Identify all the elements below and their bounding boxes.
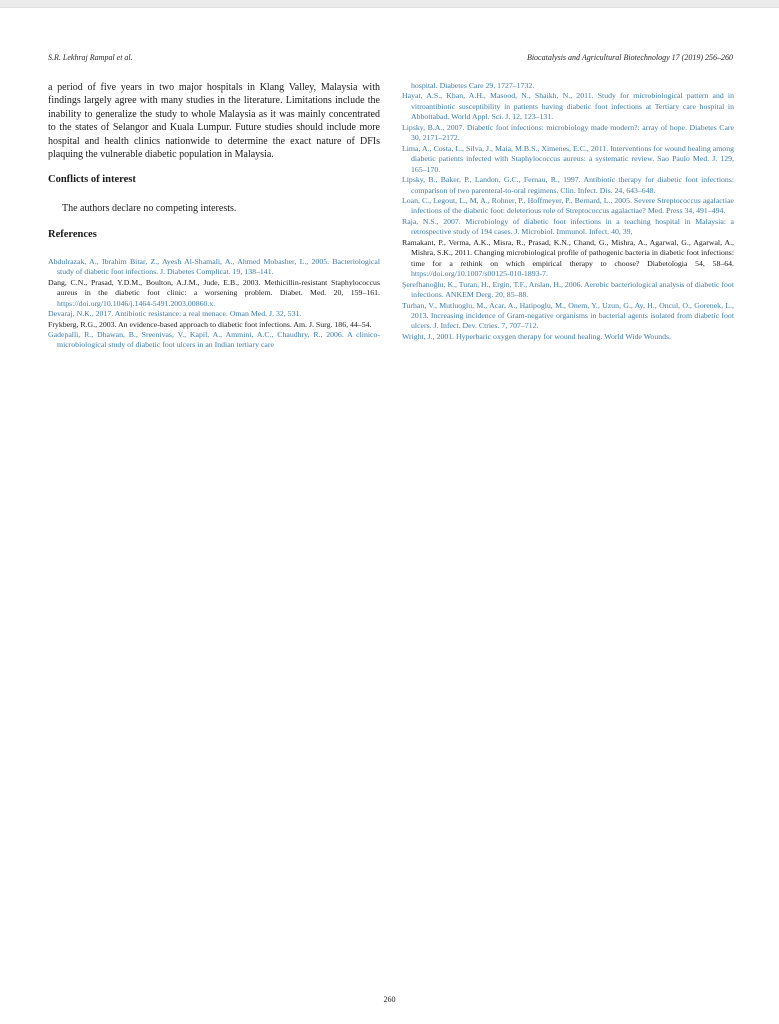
reference-item — [48, 309, 380, 319]
reference-link[interactable]: https://doi.org/10.1046/j.1464-5491.2003.00860.x. — [57, 298, 216, 308]
running-header — [48, 53, 733, 62]
reference-link[interactable]: Lima, A., Costa, L., Silva, J., Maia, M.B.S., Ximenes, E.C., 2011. Interventions for wound healing among diabetic patients infected with Staphylococcus aureus: a systematic review. Sao Paulo Med. J. 129, 165–170. — [402, 143, 734, 174]
reference-item — [402, 91, 734, 122]
reference-item — [402, 332, 734, 342]
two-column-layout — [48, 81, 733, 351]
reference-text: Dang, C.N., Prasad, Y.D.M., Boulton, A.J.M., Jude, E.B., 2003. Methicillin-resistant Staphylococcus aureus in the diabetic foot clinic: a worsening problem. Diabet. Med. 20, 159–161. — [48, 277, 380, 298]
reference-link[interactable]: Lipsky, B., Baker, P., Landon, G.C., Fernau, R., 1997. Antibiotic therapy for diabetic foot infections: comparison of two parenteral-to-oral regimens. Clin. Infect. Dis. 24, 643–648. — [402, 175, 734, 195]
reference-item — [48, 257, 380, 278]
reference-text: Ramakant, P., Verma, A.K., Misra, R., Prasad, K.N., Chand, G., Mishra, A., Agarwal, G., Agarwal, A., Mishra, S.K., 2011. Changing microbiological profile of pathogenic bacteria in diabetic foot infections: time for a rethink on which empirical therapy to choose? Diabetologia 54, 58–64. — [402, 237, 734, 268]
references-list-left — [48, 257, 380, 351]
closing-paragraph: a period of five years in two major hospitals in Klang Valley, Malaysia with findings largely agree with many studies in the literature. Limitations include the inability to generalize the study to whole Malaysia as it was mainly concentrated to the states of Selangor and Kuala Lumpur. Future studies should include more hospital and health clinics nationwide to determine the exact nature of DFIs plaquing the vulnerable diabetic population in Malaysia. — [48, 82, 380, 161]
reference-link[interactable]: Lipsky, B.A., 2007. Diabetic foot infections: microbiology made modern?: array of hope. Diabetes Care 30, 2171–2172. — [402, 122, 734, 143]
reference-link[interactable]: Turhan, V., Mutluoglu, M., Acar, A., Hatipoglu, M., Onem, Y., Uzun, G., Ay, H., Oncul, O., Gorenek, L., 2013. Increasing incidence of Gram-negative organisms in bacterial agents isolated from diabetic foot ulcers. J. Infect. Dev. Ctries. 7, 707–712. — [402, 300, 734, 331]
reference-item — [402, 196, 734, 217]
reference-item — [402, 81, 734, 91]
reference-item — [402, 123, 734, 144]
references-heading: References — [48, 228, 97, 240]
reference-item — [402, 280, 734, 301]
reference-item — [402, 175, 734, 196]
reference-item — [402, 301, 734, 332]
right-column — [402, 81, 734, 351]
reference-link[interactable]: Devaraj, N.K., 2017. Antibiotic resistance: a real menace. Oman Med. J. 32, 531. — [48, 309, 302, 319]
header-journal-citation: Biocatalysis and Agricultural Biotechnology 17 (2019) 256–260 — [526, 53, 733, 62]
reference-item — [48, 320, 380, 330]
left-column — [48, 81, 380, 351]
reference-item — [402, 144, 734, 175]
reference-item — [48, 278, 380, 309]
conflicts-of-interest-heading: Conflicts of interest — [48, 174, 136, 186]
reference-link[interactable]: Hayat, A.S., Khan, A.H., Masood, N., Shaikh, N., 2011. Study for microbiological pattern and in vitroantibiotic susceptibility in patients having diabetic foot infections at Tertiary care hospital in Abbottabad. World Appl. Sci. J. 12, 123–131. — [402, 91, 734, 122]
reference-link[interactable]: Loan, C., Legout, L., M, A., Rohner, P., Hoffmeyer, P., Bernard, L., 2005. Severe Streptococcus agalactiae infections of the diabetic foot: deleterious role of Streptococcus agalactiae? Med. Press 34, 491–494. — [402, 195, 734, 216]
reference-item — [48, 330, 380, 351]
reference-item — [402, 238, 734, 280]
reference-link[interactable]: Abdulrazak, A., Ibrahim Bitar, Z., Ayesh Al-Shamali, A., Ahmed Mobasher, L., 2005. Bacteriological study of diabetic foot infections. J. Diabetes Complicat. 19, 138–141. — [48, 256, 380, 277]
reference-link[interactable]: Gadepalli, R., Dhawan, B., Sreenivas, V., Kapil, A., Ammini, A.C., Chaudhry, R., 2006. A clinico-microbiological study of diabetic foot ulcers in an Indian tertiary care — [48, 330, 380, 350]
references-list-right — [402, 81, 734, 342]
conflicts-statement: The authors declare no competing interests. — [62, 203, 237, 215]
page-number: 260 — [383, 995, 396, 1004]
header-authors: S.R. Lekhraj Rampal et al. — [48, 53, 133, 62]
reference-link[interactable]: Şerefhanoğlu, K., Turan, H., Ergin, T.F., Arslan, H., 2006. Aerobic bacteriological analysis of diabetic foot infections. ANKEM Derg. 20, 85–88. — [402, 279, 734, 300]
reference-link[interactable]: hospital. Diabetes Care 29, 1727–1732. — [411, 81, 535, 90]
reference-link[interactable]: https://doi.org/10.1007/s00125-010-1893-7. — [411, 269, 548, 279]
reference-link[interactable]: Wright, J., 2001. Hyperbaric oxygen therapy for wound healing. World Wide Wounds. — [402, 331, 672, 341]
reference-link[interactable]: Raja, N.S., 2007. Microbiology of diabetic foot infections in a teaching hospital in Malaysia: a retrospective study of 194 cases. J. Microbiol. Immunol. Infect. 40, 39, — [402, 216, 734, 237]
viewer-top-strip — [0, 0, 779, 8]
reference-text: Frykberg, R.G., 2003. An evidence-based approach to diabetic foot infections. Am. J. Surg. 186, 44–54. — [48, 319, 372, 329]
reference-item — [402, 217, 734, 238]
